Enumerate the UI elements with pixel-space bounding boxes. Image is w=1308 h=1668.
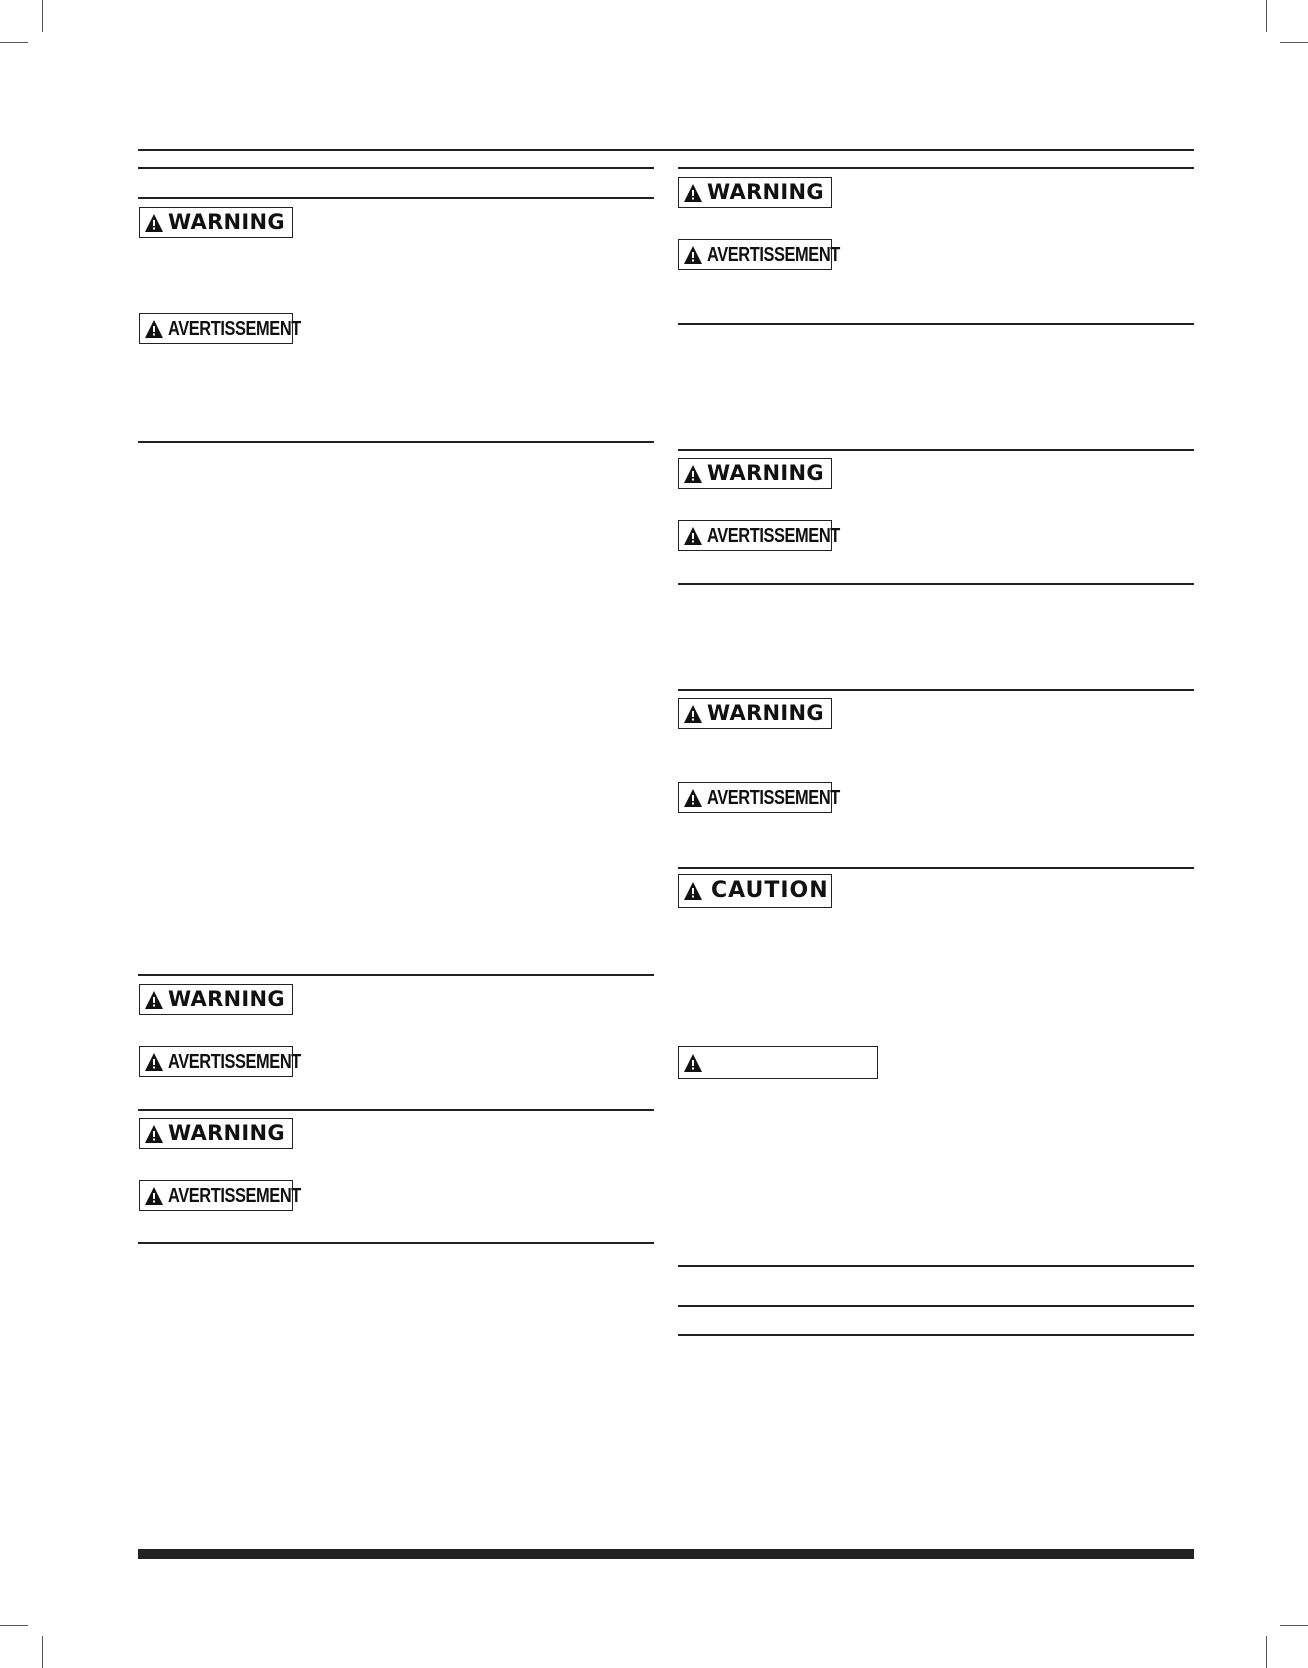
avertissement-label: AVERTISSEMENT: [707, 786, 840, 809]
warning-triangle-icon: [144, 319, 164, 339]
avertissement-badge: [139, 1180, 301, 1211]
warning-triangle-icon: [144, 213, 164, 233]
warning-badge: [678, 698, 832, 729]
crop-mark-bottom-left-v: [42, 1636, 43, 1668]
footer-bar: [138, 1549, 1194, 1559]
warning-triangle-icon: [683, 183, 703, 203]
crop-mark-top-left-v: [42, 0, 43, 32]
crop-mark-bottom-right-h: [1280, 1625, 1308, 1626]
warning-label: WARNING: [168, 210, 285, 234]
warning-triangle-icon: [683, 526, 703, 546]
avertissement-label: AVERTISSEMENT: [707, 524, 840, 547]
avertissement-badge: [678, 239, 840, 270]
warning-badge: [678, 177, 832, 208]
avertissement-badge: [139, 1046, 301, 1077]
section-rule: [138, 441, 654, 443]
section-rule: [138, 1242, 654, 1244]
crop-mark-top-right-h: [1280, 42, 1308, 43]
warning-badge: [139, 984, 293, 1015]
section-rule: [678, 1265, 1194, 1267]
warning-label: WARNING: [707, 461, 824, 485]
crop-mark-top-left-h: [0, 42, 28, 43]
notice-badge: [678, 1046, 878, 1079]
warning-triangle-icon: [144, 1124, 164, 1144]
warning-triangle-icon: [683, 788, 703, 808]
warning-triangle-icon: [144, 990, 164, 1010]
caution-badge: [678, 874, 832, 908]
crop-mark-top-right-v: [1266, 0, 1267, 32]
warning-label: WARNING: [168, 1121, 285, 1145]
avertissement-badge: [678, 520, 840, 551]
avertissement-badge: [139, 313, 301, 344]
warning-triangle-icon: [144, 1052, 164, 1072]
section-rule: [138, 197, 654, 199]
section-rule: [138, 1109, 654, 1111]
crop-mark-bottom-right-v: [1266, 1636, 1267, 1668]
section-rule: [678, 449, 1194, 451]
avertissement-badge: [678, 782, 840, 813]
avertissement-label: AVERTISSEMENT: [168, 1050, 301, 1073]
warning-label: WARNING: [707, 180, 824, 204]
avertissement-label: AVERTISSEMENT: [168, 1184, 301, 1207]
warning-triangle-icon: [683, 245, 703, 265]
warning-triangle-icon: [683, 1053, 703, 1073]
header-rule: [138, 149, 1194, 151]
section-rule: [678, 1305, 1194, 1307]
section-rule: [138, 167, 654, 169]
section-rule: [678, 167, 1194, 169]
section-rule: [678, 323, 1194, 325]
warning-triangle-icon: [683, 704, 703, 724]
section-rule: [678, 1334, 1194, 1336]
warning-triangle-icon: [683, 464, 703, 484]
section-rule: [138, 974, 654, 976]
warning-label: WARNING: [707, 701, 824, 725]
crop-mark-bottom-left-h: [0, 1625, 28, 1626]
warning-badge: [678, 458, 832, 489]
avertissement-label: AVERTISSEMENT: [707, 243, 840, 266]
warning-triangle-icon: [144, 1186, 164, 1206]
avertissement-label: AVERTISSEMENT: [168, 317, 301, 340]
caution-label: CAUTION: [711, 878, 829, 903]
warning-badge: [139, 207, 293, 238]
section-rule: [678, 583, 1194, 585]
warning-triangle-icon: [683, 881, 703, 901]
warning-label: WARNING: [168, 987, 285, 1011]
section-rule: [678, 689, 1194, 691]
warning-badge: [139, 1118, 293, 1149]
section-rule: [678, 867, 1194, 869]
